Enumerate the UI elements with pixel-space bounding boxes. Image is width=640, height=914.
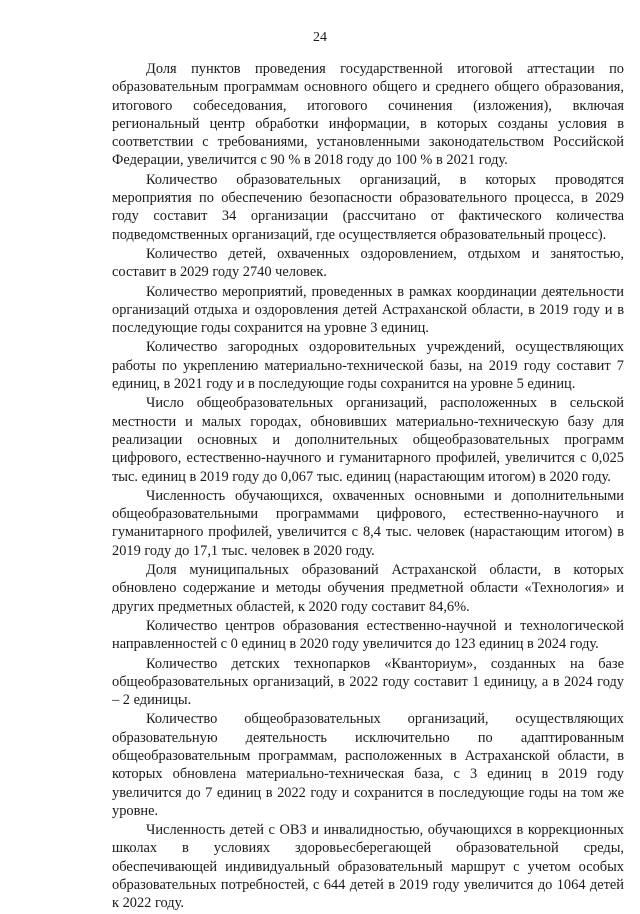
paragraph-children-recreation: Количество детей, охваченных оздоровлением, отдыхом и занятостью, составит в 2029 году 2740 человек. bbox=[112, 245, 624, 281]
paragraph-education-centers: Количество центров образования естественно-научной и технологической направленностей с 0 единиц в 2020 году увеличится до 123 единиц в 2024 году. bbox=[112, 617, 624, 653]
paragraph-students-count: Численность обучающихся, охваченных основными и дополнительными общеобразовательными программами цифрового, естественно-научного и гуманитарного профилей, увеличится с 8,4 тыс. человек (нарастающим итогом) в 2019 году до 17,1 тыс. человек в 2020 году. bbox=[112, 487, 624, 559]
paragraph-rural-schools: Число общеобразовательных организаций, расположенных в сельской местности и малых городах, обновивших материально-техническую базу для реализации основных и дополнительных общеобразовательных программ цифрового, естественно-научного и гуманитарного профилей, увеличится с 0,025 тыс. единиц в 2019 году до 0,067 тыс. единиц (нарастающим итогом) в 2020 году. bbox=[112, 395, 624, 485]
paragraph-adapted-programs: Количество общеобразовательных организаций, осуществляющих образовательную деятельность исключительно по адаптированным общеобразовательным программам, расположенных в Астраханской области, в которых обновлена материально-техническая база, с 3 единиц в 2019 году увеличится до 7 единиц в 2022 году и сохранится в последующие годы на том же уровне. bbox=[112, 711, 624, 819]
page-number: 24 bbox=[313, 30, 327, 45]
paragraph-special-needs-children: Численность детей с ОВЗ и инвалидностью, обучающихся в коррекционных школах в условиях здоровьесберегающей образовательной среды, обеспечивающей индивидуальный образовательный маршрут с учетом особых образовательных потребностей, с 644 детей в 2019 году увеличится до 1064 детей к 2022 году. bbox=[112, 822, 624, 912]
paragraph-kvantorium: Количество детских технопарков «Кванториум», созданных на базе общеобразовательных организаций, в 2022 году составит 1 единицу, а в 2024 году – 2 единицы. bbox=[112, 655, 624, 709]
paragraph-country-camps: Количество загородных оздоровительных учреждений, осуществляющих работы по укреплению материально-технической базы, на 2019 году составит 7 единиц, в 2021 году и в последующие годы сохранится на уровне 5 единиц. bbox=[112, 339, 624, 393]
paragraph-gia-points: Доля пунктов проведения государственной итоговой аттестации по образовательным программам основного общего и среднего общего образования, итогового собеседования, итогового сочинения (изложения), включая региональный центр обработки информации, в которых созданы условия в соответствии с требованиями, установленными законодательством Российской Федерации, увеличится с 90 % в 2018 году до 100 % в 2021 году. bbox=[112, 61, 624, 169]
paragraph-safety-organizations: Количество образовательных организаций, в которых проводятся мероприятия по обеспечению безопасности образовательного процесса, в 2029 году составит 34 организации (рассчитано от фактического количества подведомственных организаций, где осуществляется образовательный процесс). bbox=[112, 171, 624, 243]
paragraph-coordination-events: Количество мероприятий, проведенных в рамках координации деятельности организаций отдыха и оздоровления детей Астраханской области, в 2019 году и в последующие годы сохранится на уровне 3 единиц. bbox=[112, 283, 624, 337]
document-body bbox=[112, 60, 624, 914]
paragraph-technology-subject: Доля муниципальных образований Астраханской области, в которых обновлено содержание и методы обучения предметной области «Технология» и других предметных областей, к 2020 году составит 84,6%. bbox=[112, 562, 624, 615]
